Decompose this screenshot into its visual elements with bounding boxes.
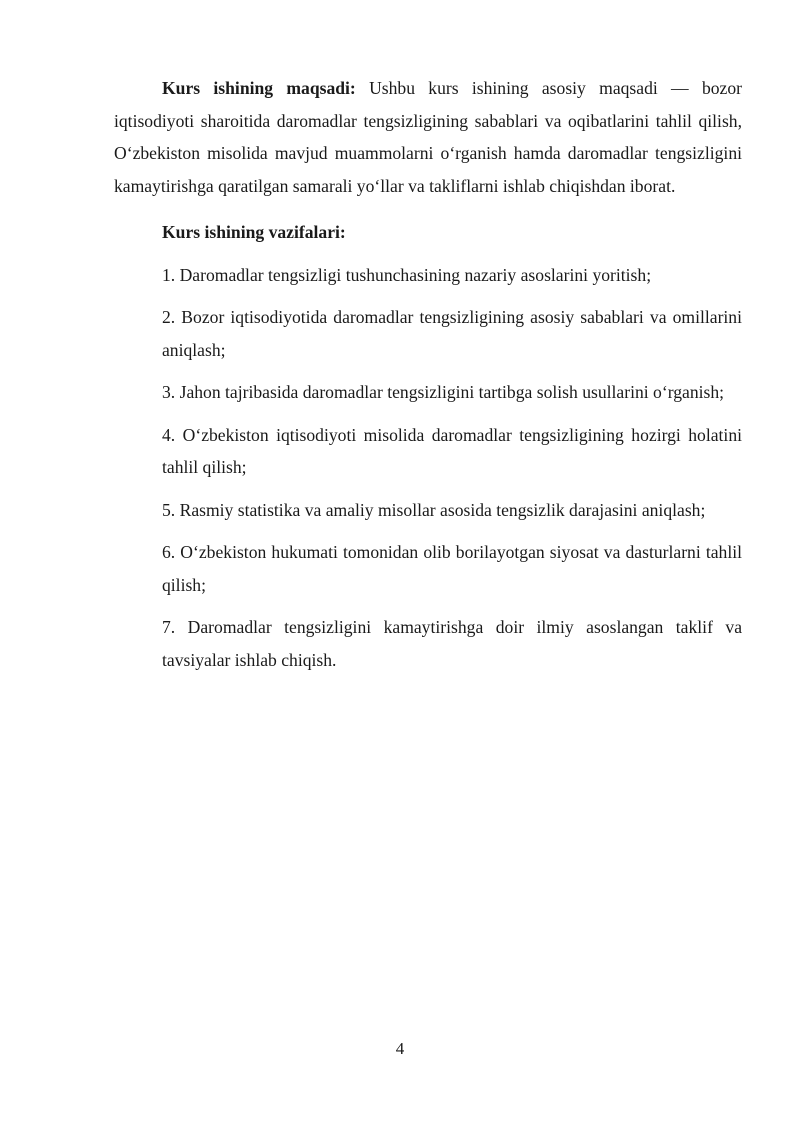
aim-paragraph	[114, 72, 742, 202]
aim-label: Kurs ishining maqsadi:	[162, 78, 356, 98]
page-number: 4	[395, 1039, 405, 1058]
task-item-7: 7. Daromadlar tengsizligini kamaytirishga doir ilmiy asoslangan taklif va tavsiyalar ishlab chiqish.	[162, 617, 742, 670]
task-item-2: 2. Bozor iqtisodiyotida daromadlar tengsizligining asosiy sabablari va omillarini aniqlash;	[162, 307, 742, 360]
task-item-3: 3. Jahon tajribasida daromadlar tengsizligini tartibga solish usullarini o‘rganish;	[162, 382, 725, 402]
aim-text: Ushbu kurs ishining asosiy maqsadi — bozor iqtisodiyoti sharoitida daromadlar tengsizligining sabablari va oqibatlarini tahlil qilish, O‘zbekiston misolida mavjud muammolarni o‘rganish hamda daromadlar tengsizligini kamaytirishga qaratilgan samarali yo‘llar va takliflarni ishlab chiqishdan iborat.	[114, 78, 743, 196]
task-item-4: 4. O‘zbekiston iqtisodiyoti misolida daromadlar tengsizligining hozirgi holatini tahlil qilish;	[162, 424, 742, 477]
tasks-list	[114, 259, 742, 677]
task-item-6: 6. O‘zbekiston hukumati tomonidan olib borilayotgan siyosat va dasturlarni tahlil qilish;	[162, 542, 742, 595]
tasks-heading: Kurs ishining vazifalari:	[162, 222, 346, 242]
page-content	[114, 72, 742, 686]
task-item-1: 1. Daromadlar tengsizligi tushunchasining nazariy asoslarini yoritish;	[162, 264, 652, 285]
task-item-5: 5. Rasmiy statistika va amaliy misollar asosida tengsizlik darajasini aniqlash;	[162, 499, 706, 520]
